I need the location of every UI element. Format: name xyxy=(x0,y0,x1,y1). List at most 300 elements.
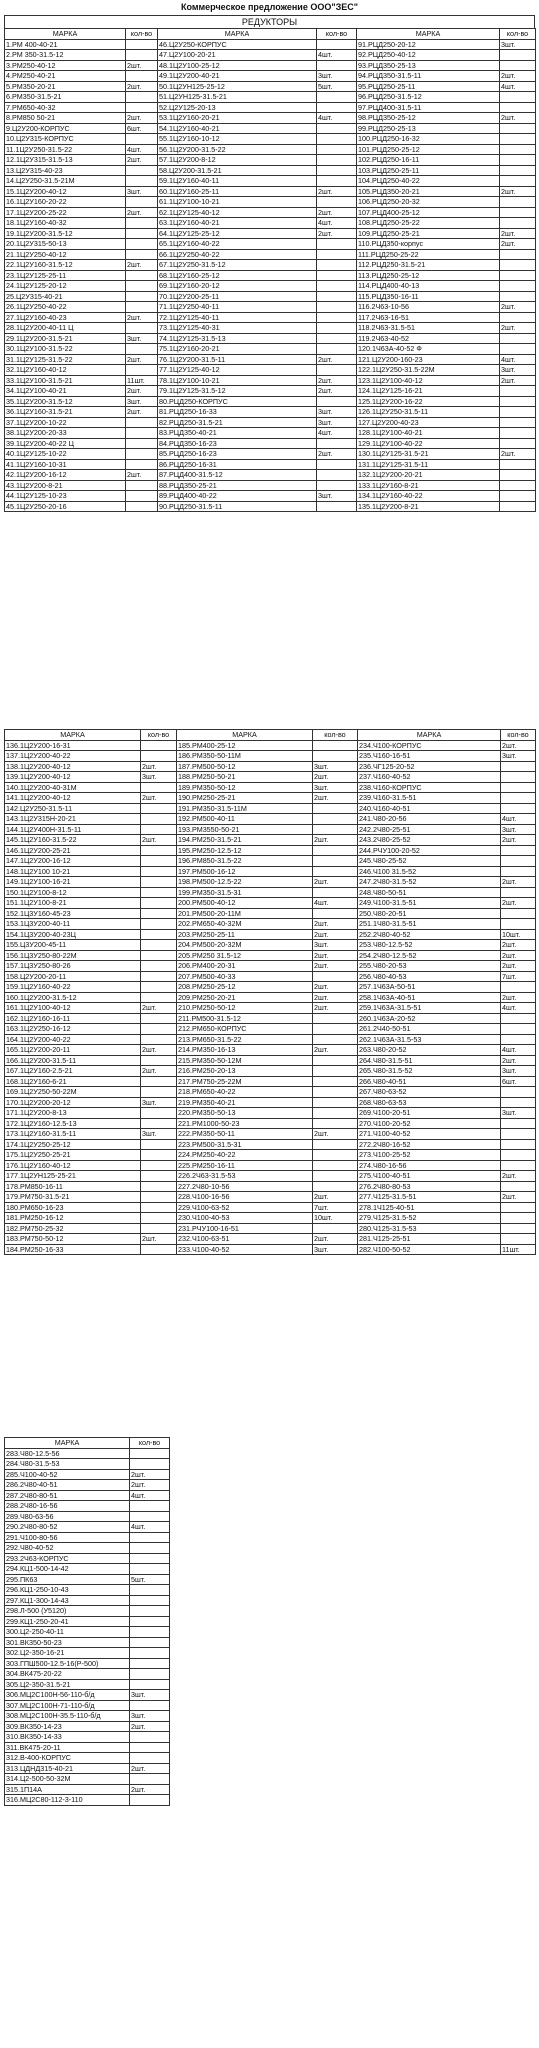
table-cell: 2шт. xyxy=(126,470,158,481)
table-cell xyxy=(317,165,357,176)
table-cell xyxy=(141,1076,177,1087)
table-row xyxy=(5,1774,170,1785)
table-row xyxy=(5,1223,536,1234)
table-cell xyxy=(130,1616,170,1627)
table-cell: 295.ПК63 xyxy=(5,1574,130,1585)
table-cell: 223.РМ500-31.5-31 xyxy=(177,1139,313,1150)
table-row xyxy=(5,1160,536,1171)
table-cell xyxy=(141,866,177,877)
table-cell: 2шт. xyxy=(500,228,536,239)
table-row xyxy=(5,1480,170,1491)
table-cell xyxy=(141,971,177,982)
table-cell: 207.РМ500-40-33 xyxy=(177,971,313,982)
table-cell: 308.МЦ2С100Н-35.5-110-б/д xyxy=(5,1711,130,1722)
table-cell: 10.Ц2У315-КОРПУС xyxy=(5,134,126,145)
table-row xyxy=(5,1606,170,1617)
table-cell: 3шт. xyxy=(317,407,357,418)
table-cell xyxy=(501,908,536,919)
table-cell: 100.РЦД250-16-32 xyxy=(357,134,500,145)
table-row xyxy=(5,1469,170,1480)
table-cell xyxy=(126,417,158,428)
table-cell xyxy=(317,39,357,50)
table-cell: 299.КЦ1-250-20-41 xyxy=(5,1616,130,1627)
table-cell xyxy=(130,1669,170,1680)
table-cell: 119.2Ч63-40-52 xyxy=(357,333,500,344)
table-row xyxy=(5,428,536,439)
table-cell xyxy=(313,814,358,825)
table-cell: 3шт. xyxy=(130,1690,170,1701)
table-cell: 259.1Ч63А-31.5-51 xyxy=(358,1003,501,1014)
table-cell xyxy=(501,761,536,772)
table-cell: 9.Ц2У200-КОРПУС xyxy=(5,123,126,134)
table-row xyxy=(5,438,536,449)
table-cell: 138.1Ц2У200-40-12 xyxy=(5,761,141,772)
table-cell: 216.РМ250-20-13 xyxy=(177,1066,313,1077)
table-cell xyxy=(500,344,536,355)
table-cell xyxy=(501,1139,536,1150)
table-row xyxy=(5,1511,170,1522)
table-cell xyxy=(501,856,536,867)
table-cell: 177.1Ц2УН125-25-21 xyxy=(5,1171,141,1182)
table-cell xyxy=(141,929,177,940)
table-cell: 206.РМ400-20-31 xyxy=(177,961,313,972)
table-cell xyxy=(500,281,536,292)
table-cell: 311.ВК475-20-11 xyxy=(5,1742,130,1753)
table-cell xyxy=(141,824,177,835)
table-cell xyxy=(317,102,357,113)
table-row xyxy=(5,793,536,804)
table-row xyxy=(5,449,536,460)
table-cell xyxy=(500,176,536,187)
table-cell: 2шт. xyxy=(141,793,177,804)
table-row xyxy=(5,1150,536,1161)
table-cell: 45.1Ц2У250-20-16 xyxy=(5,501,126,512)
table-row xyxy=(5,354,536,365)
table-cell: 132.1Ц2У200-20-21 xyxy=(357,470,500,481)
table-cell xyxy=(501,1118,536,1129)
table-cell xyxy=(313,1024,358,1035)
table-cell xyxy=(317,281,357,292)
table-cell: 160.1Ц2У200-31.5-12 xyxy=(5,992,141,1003)
table-cell: 2шт. xyxy=(141,761,177,772)
table-cell xyxy=(501,1181,536,1192)
table-row xyxy=(5,1784,170,1795)
table-cell xyxy=(313,1150,358,1161)
table-row xyxy=(5,396,536,407)
table-cell xyxy=(126,365,158,376)
table-cell: 236.ЧГ125-20-52 xyxy=(358,761,501,772)
table-cell: 168.1Ц2У160-6-21 xyxy=(5,1076,141,1087)
reducers-table-3 xyxy=(4,1437,170,1806)
table-cell xyxy=(313,751,358,762)
table-cell xyxy=(501,1160,536,1171)
table-row xyxy=(5,323,536,334)
table-cell: 183.РМ750-50-12 xyxy=(5,1234,141,1245)
table-cell: 3шт. xyxy=(313,940,358,951)
table-cell: 35.1Ц2У200-31.5-12 xyxy=(5,396,126,407)
table-cell: 229.Ч100-63-52 xyxy=(177,1202,313,1213)
table-cell: 200.РМ500-40-12 xyxy=(177,898,313,909)
table-cell xyxy=(141,940,177,951)
table-cell: 81.РЦД250-16-33 xyxy=(158,407,317,418)
table-cell xyxy=(317,480,357,491)
table-cell: 125.1Ц2У200-16-22 xyxy=(357,396,500,407)
table-row xyxy=(5,291,536,302)
table-row xyxy=(5,992,536,1003)
table-cell xyxy=(141,1244,177,1255)
table-cell: 271.Ч100-40-52 xyxy=(358,1129,501,1140)
table-cell: 262.1Ч63А-31.5-53 xyxy=(358,1034,501,1045)
table-cell: 55.1Ц2У160-10-12 xyxy=(158,134,317,145)
table-cell: 7шт. xyxy=(501,971,536,982)
table-cell: 141.1Ц2У200-40-12 xyxy=(5,793,141,804)
table-cell: 186.РМ350-50-11М xyxy=(177,751,313,762)
table-cell: 126.1Ц2У250-31.5-11 xyxy=(357,407,500,418)
table-cell: 2.РМ 350-31.5-12 xyxy=(5,50,126,61)
table-cell: 115.РЦД350-16-11 xyxy=(357,291,500,302)
table-cell: 10шт. xyxy=(501,929,536,940)
table-cell: 2шт. xyxy=(141,1234,177,1245)
table-cell xyxy=(317,344,357,355)
table-cell: 88.РЦД350-25-21 xyxy=(158,480,317,491)
table-cell: 153.1Ц3У200-40-11 xyxy=(5,919,141,930)
table-cell xyxy=(500,260,536,271)
table-cell: 3шт. xyxy=(501,751,536,762)
col-header-qty: кол-во xyxy=(317,29,357,40)
table-cell xyxy=(317,396,357,407)
table-cell: 156.1Ц3У250-80-22М xyxy=(5,950,141,961)
table-cell: 246.Ч100 31.5-52 xyxy=(358,866,501,877)
table-cell: 2шт. xyxy=(126,260,158,271)
table-cell: 89.РЦД400-40-22 xyxy=(158,491,317,502)
table-cell: 159.1Ц2У160-40-22 xyxy=(5,982,141,993)
table-cell: 61.1Ц2У100-10-21 xyxy=(158,197,317,208)
table-cell xyxy=(141,740,177,751)
table-row xyxy=(5,1501,170,1512)
table-cell: 2шт. xyxy=(501,1192,536,1203)
table-cell: 111.РЦД250-25-22 xyxy=(357,249,500,260)
table-row xyxy=(5,1490,170,1501)
table-row xyxy=(5,1118,536,1129)
table-cell: 4.РМ250-40-21 xyxy=(5,71,126,82)
table-row xyxy=(5,134,536,145)
table-cell xyxy=(130,1543,170,1554)
table-cell: 140.1Ц2У200-40-31М xyxy=(5,782,141,793)
table-cell: 2шт. xyxy=(313,835,358,846)
table-row xyxy=(5,1108,536,1119)
table-cell: 252.2Ч80-40-52 xyxy=(358,929,501,940)
table-cell: 215.РМ350-50-12М xyxy=(177,1055,313,1066)
table-cell: 187.РМ500-50-12 xyxy=(177,761,313,772)
table-header-row xyxy=(5,1438,170,1449)
table-cell: 257.1Ч63А-50-51 xyxy=(358,982,501,993)
table-cell: 277.Ч125-31.5-51 xyxy=(358,1192,501,1203)
table-cell: 103.РЦД250-25-11 xyxy=(357,165,500,176)
table-cell: 129.1Ц2У100-40-22 xyxy=(357,438,500,449)
table-row xyxy=(5,312,536,323)
table-cell xyxy=(500,218,536,229)
table-cell xyxy=(313,1097,358,1108)
table-cell xyxy=(500,291,536,302)
table-cell: 171.1Ц2У200-8-13 xyxy=(5,1108,141,1119)
table-cell: 123.1Ц2У100-40-12 xyxy=(357,375,500,386)
table-cell: 244.РЧУ100-20-52 xyxy=(358,845,501,856)
table-cell: 3шт. xyxy=(500,39,536,50)
table-cell: 3шт. xyxy=(317,491,357,502)
table-row xyxy=(5,1679,170,1690)
table-cell: 2шт. xyxy=(500,449,536,460)
table-cell: 315.1П14А xyxy=(5,1784,130,1795)
table-cell xyxy=(317,323,357,334)
table-cell: 3шт. xyxy=(317,417,357,428)
table-row xyxy=(5,365,536,376)
table-cell xyxy=(313,971,358,982)
table-cell xyxy=(501,919,536,930)
table-cell: 182.РМ750-25-32 xyxy=(5,1223,141,1234)
table-cell: 11шт. xyxy=(501,1244,536,1255)
table-cell xyxy=(141,1171,177,1182)
table-row xyxy=(5,1763,170,1774)
table-cell xyxy=(500,417,536,428)
table-cell: 38.1Ц2У200-20-33 xyxy=(5,428,126,439)
table-cell: 232.Ч100-63-51 xyxy=(177,1234,313,1245)
table-cell: 157.1Ц3У250-80-26 xyxy=(5,961,141,972)
table-cell: 2шт. xyxy=(313,961,358,972)
table-cell: 188.РМ250-50-21 xyxy=(177,772,313,783)
table-cell: 309.ВК350-14-23 xyxy=(5,1721,130,1732)
table-cell xyxy=(141,1223,177,1234)
table-row xyxy=(5,1202,536,1213)
table-cell: 158.Ц2У200-20-11 xyxy=(5,971,141,982)
table-cell: 65.1Ц2У160-40-22 xyxy=(158,239,317,250)
table-cell: 2шт. xyxy=(141,1066,177,1077)
table-cell xyxy=(130,1553,170,1564)
table-row xyxy=(5,260,536,271)
table-cell: 230.Ч100-40-53 xyxy=(177,1213,313,1224)
document-title: Коммерческое предложение ООО"ЗЕС" xyxy=(180,2,359,12)
table-cell xyxy=(317,260,357,271)
table-cell xyxy=(126,92,158,103)
table-row xyxy=(5,249,536,260)
table-cell xyxy=(313,887,358,898)
table-cell xyxy=(317,144,357,155)
table-row xyxy=(5,1234,536,1245)
table-cell: 174.1Ц2У250-25-12 xyxy=(5,1139,141,1150)
table-cell: 73.1Ц2У125-40-31 xyxy=(158,323,317,334)
table-cell xyxy=(141,1055,177,1066)
table-cell: 164.1Ц2У200-40-22 xyxy=(5,1034,141,1045)
table-cell xyxy=(501,1087,536,1098)
table-cell xyxy=(501,772,536,783)
table-cell: 2шт. xyxy=(500,375,536,386)
table-cell: 147.1Ц2У200-16-12 xyxy=(5,856,141,867)
table-cell: 194.РМ250-31.5-21 xyxy=(177,835,313,846)
table-row xyxy=(5,165,536,176)
table-cell xyxy=(126,239,158,250)
table-cell: 80.РЦД250-КОРПУС xyxy=(158,396,317,407)
table-cell xyxy=(501,803,536,814)
table-cell xyxy=(141,1139,177,1150)
table-row xyxy=(5,302,536,313)
table-cell: 3шт. xyxy=(313,782,358,793)
table-row xyxy=(5,856,536,867)
table-row xyxy=(5,470,536,481)
table-cell: 202.РМ650-40-32М xyxy=(177,919,313,930)
table-cell: 27.1Ц2У160-40-23 xyxy=(5,312,126,323)
table-cell: 306.МЦ2С100Н-56-110-б/д xyxy=(5,1690,130,1701)
table-cell: 2шт. xyxy=(500,239,536,250)
table-cell xyxy=(313,1066,358,1077)
table-cell: 7шт. xyxy=(313,1202,358,1213)
table-cell: 292.Ч80-40-52 xyxy=(5,1543,130,1554)
table-cell: 233.Ч100-40-52 xyxy=(177,1244,313,1255)
table-cell: 94.РЦД350-31.5-11 xyxy=(357,71,500,82)
table-cell: 2шт. xyxy=(317,186,357,197)
table-cell: 221.РМ1000-50-23 xyxy=(177,1118,313,1129)
table-cell: 2шт. xyxy=(501,898,536,909)
table-row xyxy=(5,1721,170,1732)
table-cell: 145.1Ц2У160-31.5-22 xyxy=(5,835,141,846)
table-cell: 36.1Ц2У160-31.5-21 xyxy=(5,407,126,418)
table-cell xyxy=(317,123,357,134)
table-cell: 142.Ц2У250-31.5-11 xyxy=(5,803,141,814)
table-row xyxy=(5,1034,536,1045)
table-cell xyxy=(126,134,158,145)
table-cell: 3шт. xyxy=(126,333,158,344)
table-cell: 310.ВК350-14-33 xyxy=(5,1732,130,1743)
table-cell: 2шт. xyxy=(313,772,358,783)
table-row xyxy=(5,1585,170,1596)
table-row xyxy=(5,1595,170,1606)
table-cell: 298.Л-500 (У5120) xyxy=(5,1606,130,1617)
table-cell xyxy=(501,1223,536,1234)
table-cell: 2шт. xyxy=(141,1045,177,1056)
table-cell: 178.РМ850-16-11 xyxy=(5,1181,141,1192)
table-cell xyxy=(500,50,536,61)
table-cell: 79.1Ц2У125-31.5-12 xyxy=(158,386,317,397)
table-row xyxy=(5,407,536,418)
table-cell: 26.1Ц2У250-40-22 xyxy=(5,302,126,313)
table-cell: 22.1Ц2У160-31.5-12 xyxy=(5,260,126,271)
table-cell xyxy=(313,856,358,867)
table-row xyxy=(5,1024,536,1035)
table-cell: 238.Ч160-КОРПУС xyxy=(358,782,501,793)
table-cell: 54.1Ц2У160-40-21 xyxy=(158,123,317,134)
table-cell xyxy=(126,291,158,302)
table-cell: 237.Ч160-40-52 xyxy=(358,772,501,783)
table-cell xyxy=(313,1013,358,1024)
table-cell: 2шт. xyxy=(317,207,357,218)
table-cell: 2шт. xyxy=(313,1129,358,1140)
table-cell xyxy=(126,449,158,460)
table-cell: 2шт. xyxy=(500,71,536,82)
table-row xyxy=(5,961,536,972)
table-cell: 2шт. xyxy=(313,1234,358,1245)
table-cell: 209.РМ250-20-21 xyxy=(177,992,313,1003)
table-cell xyxy=(500,134,536,145)
table-cell: 44.1Ц2У125-10-23 xyxy=(5,491,126,502)
table-cell: 21.1Ц2У250-40-12 xyxy=(5,249,126,260)
table-cell: 2шт. xyxy=(313,919,358,930)
table-cell: 247.2Ч80-31.5-52 xyxy=(358,877,501,888)
table-cell xyxy=(126,501,158,512)
table-row xyxy=(5,1055,536,1066)
table-cell: 104.РЦД250-40-22 xyxy=(357,176,500,187)
table-cell xyxy=(500,312,536,323)
table-cell xyxy=(317,134,357,145)
table-cell: 2шт. xyxy=(317,375,357,386)
table-cell xyxy=(500,197,536,208)
table-cell: 283.Ч80-12.5-56 xyxy=(5,1448,130,1459)
table-cell: 224.РМ250-40-22 xyxy=(177,1150,313,1161)
table-row xyxy=(5,1648,170,1659)
table-row xyxy=(5,1574,170,1585)
table-cell xyxy=(500,396,536,407)
table-cell: 63.1Ц2У160-40-21 xyxy=(158,218,317,229)
table-cell xyxy=(141,982,177,993)
table-cell: 20.1Ц2У315-50-13 xyxy=(5,239,126,250)
table-cell xyxy=(141,1181,177,1192)
table-cell: 62.1Ц2У125-40-12 xyxy=(158,207,317,218)
table-cell xyxy=(500,123,536,134)
table-cell: 291.Ч100-80-56 xyxy=(5,1532,130,1543)
table-cell: 300.Ц2-250-40-11 xyxy=(5,1627,130,1638)
table-cell: 42.1Ц2У200-16-12 xyxy=(5,470,126,481)
table-cell: 33.1Ц2У100-31.5-21 xyxy=(5,375,126,386)
table-row xyxy=(5,50,536,61)
table-cell xyxy=(141,1160,177,1171)
table-cell: 110.РЦД350-корпус xyxy=(357,239,500,250)
table-cell: 2шт. xyxy=(313,992,358,1003)
table-cell: 3.РМ250-40-12 xyxy=(5,60,126,71)
table-cell: 4шт. xyxy=(130,1490,170,1501)
table-cell: 87.РЦД400-31.5-12 xyxy=(158,470,317,481)
table-cell: 239.Ч160-31.5-51 xyxy=(358,793,501,804)
table-cell: 3шт. xyxy=(126,396,158,407)
table-cell: 220.РМ350-50-13 xyxy=(177,1108,313,1119)
reducers-table-1 xyxy=(4,28,536,512)
col-header-qty: кол-во xyxy=(141,730,177,741)
table-cell: 274.Ч80-16-56 xyxy=(358,1160,501,1171)
col-header-qty: кол-во xyxy=(501,730,536,741)
table-cell: 30.1Ц2У100-31.5-22 xyxy=(5,344,126,355)
table-cell: 4шт. xyxy=(313,898,358,909)
table-row xyxy=(5,1448,170,1459)
table-cell: 231.РЧУ100-16-51 xyxy=(177,1223,313,1234)
table-cell xyxy=(501,1013,536,1024)
table-cell xyxy=(126,249,158,260)
table-cell: 2шт. xyxy=(126,407,158,418)
table-cell: 90.РЦД250-31.5-11 xyxy=(158,501,317,512)
table-cell: 2шт. xyxy=(313,1045,358,1056)
table-row xyxy=(5,1627,170,1638)
table-cell: 2шт. xyxy=(313,1003,358,1014)
table-cell xyxy=(313,824,358,835)
table-cell xyxy=(126,428,158,439)
table-cell xyxy=(141,887,177,898)
table-cell: 122.1Ц2У250-31.5-22М xyxy=(357,365,500,376)
table-row xyxy=(5,60,536,71)
table-cell xyxy=(141,1192,177,1203)
table-cell: 6шт. xyxy=(126,123,158,134)
table-cell xyxy=(141,1013,177,1024)
table-cell: 3шт. xyxy=(501,1108,536,1119)
table-row xyxy=(5,740,536,751)
table-cell: 222.РМ350-50-11 xyxy=(177,1129,313,1140)
table-cell: 2шт. xyxy=(313,1192,358,1203)
table-cell xyxy=(130,1774,170,1785)
table-cell: 162.1Ц2У160-16-11 xyxy=(5,1013,141,1024)
